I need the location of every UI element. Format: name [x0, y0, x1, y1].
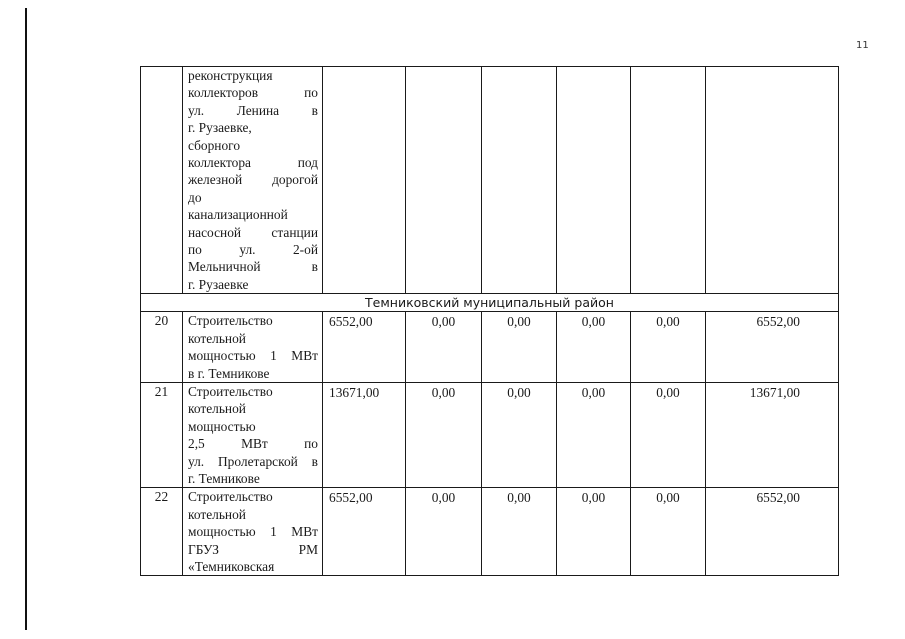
description-line: реконструкция [188, 68, 273, 83]
description-line: котельной [188, 506, 246, 522]
table-row [141, 488, 839, 576]
description-line: ул. Пролетарской в [188, 453, 318, 469]
section-title: Темниковский муниципальный район [141, 294, 839, 312]
table-row [141, 382, 839, 487]
description-line: Строительство [188, 383, 273, 399]
description-line: «Темниковская [188, 558, 275, 574]
value-cell: 0,00 [406, 312, 482, 383]
description-line: котельной [188, 401, 246, 417]
value-cell [557, 67, 631, 294]
value-cell [482, 67, 557, 294]
description-line: Строительство [188, 313, 273, 329]
description-line: Мельничной в [188, 259, 318, 275]
description-line: железной дорогой [188, 172, 318, 188]
description-line: мощностью [188, 418, 256, 434]
value-cell [631, 67, 706, 294]
description-line: по ул. 2-ой [188, 242, 318, 258]
value-cell: 0,00 [482, 488, 557, 576]
value-cell: 0,00 [482, 382, 557, 487]
value-cell: 0,00 [482, 312, 557, 383]
value-cell [406, 67, 482, 294]
description-line: коллектора под [188, 155, 318, 171]
row-number: 21 [141, 382, 183, 487]
description-line: г. Рузаевке, [188, 120, 252, 136]
description-line: ул. Ленина в [188, 102, 318, 118]
project-description-cell [183, 382, 323, 487]
value-cell: 0,00 [631, 382, 706, 487]
binding-edge-line [25, 8, 27, 630]
description-line: 2,5 МВт по [188, 436, 318, 452]
description-line: сборного [188, 137, 241, 153]
value-cell: 0,00 [631, 488, 706, 576]
value-cell: 6552,00 [323, 488, 406, 576]
description-line: насосной станции [188, 224, 318, 240]
project-description-cell [183, 488, 323, 576]
description-line: Строительство [188, 489, 273, 505]
value-cell: 6552,00 [323, 312, 406, 383]
row-number: 22 [141, 488, 183, 576]
description-line: в г. Темникове [188, 365, 270, 381]
value-cell [706, 67, 839, 294]
value-cell: 0,00 [557, 382, 631, 487]
description-line: мощностью 1 МВт [188, 348, 318, 364]
description-line: г. Темникове [188, 470, 260, 486]
description-line: котельной [188, 330, 246, 346]
value-cell: 0,00 [631, 312, 706, 383]
description-line: мощностью 1 МВт [188, 524, 318, 540]
value-cell: 0,00 [557, 488, 631, 576]
value-cell: 0,00 [406, 382, 482, 487]
page-number: 11 [856, 40, 869, 51]
description-line: канализационной [188, 207, 288, 223]
row-number: 20 [141, 312, 183, 383]
value-cell: 0,00 [557, 312, 631, 383]
table-row [141, 312, 839, 383]
value-cell: 13671,00 [323, 382, 406, 487]
description-line: до [188, 189, 202, 205]
table-row-continuation [141, 67, 839, 294]
description-line: г. Рузаевке [188, 276, 249, 292]
financing-table [140, 66, 839, 576]
total-cell: 6552,00 [706, 488, 839, 576]
project-description-cell [183, 312, 323, 383]
value-cell [323, 67, 406, 294]
total-cell: 13671,00 [706, 382, 839, 487]
project-description-cell [183, 67, 323, 294]
section-header-row [141, 294, 839, 312]
value-cell: 0,00 [406, 488, 482, 576]
description-line: ГБУЗ РМ [188, 541, 318, 557]
row-number-cell [141, 67, 183, 294]
total-cell: 6552,00 [706, 312, 839, 383]
description-line: коллекторов по [188, 85, 318, 101]
